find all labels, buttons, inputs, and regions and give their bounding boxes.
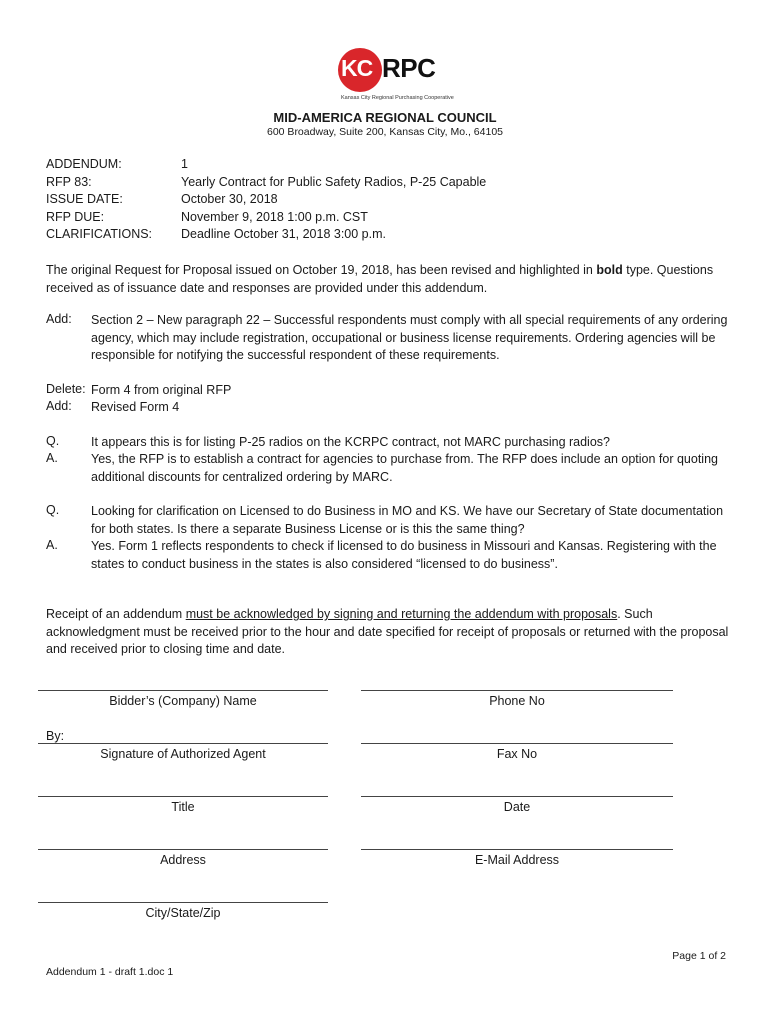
question-text: Looking for clarification on Licensed to do Business in MO and KS. We have our Secretary of State documentation for both states. Is there a separate Business License or is this the same thing? [91,504,724,536]
page-number: Page 1 of 2 [672,950,726,962]
add-form-text: Revised Form 4 [91,400,180,414]
signature-label: Signature of Authorized Agent [100,747,266,761]
kcrpc-logo [338,48,454,106]
answer-label: A. [46,538,58,552]
add-form-label: Add: [46,399,72,413]
issue-date-value: October 30, 2018 [181,192,278,206]
logo-text: RPC [382,53,436,83]
page-title: MID-AMERICA REGIONAL COUNCIL [273,110,497,125]
intro-paragraph: The original Request for Proposal issued on October 19, 2018, has been revised and highlighted in bold type. Questions received as of issuance date and responses are provided under this addendum. [46,263,714,295]
question-label: Q. [46,434,60,448]
rfp-label: RFP 83: [46,175,92,189]
addendum-value: 1 [181,157,188,171]
add-label: Add: [46,312,72,326]
receipt-paragraph: Receipt of an addendum must be acknowledged by signing and returning the addendum with proposals. Such acknowledgment must be received prior to the hour and date specified for receipt of proposals or returned with the proposal and received prior to closing time and date. [46,607,729,656]
logo-circle: KC [338,48,382,92]
address-line[interactable] [38,849,328,850]
fax-label: Fax No [496,747,538,761]
issue-date-label: ISSUE DATE: [46,192,123,206]
phone-label: Phone No [489,694,545,708]
answer-label: A. [46,451,58,465]
answer-text: Yes. Form 1 reflects respondents to check if licensed to do business in Missouri and Kansas. Registering with the states to conduct business in the states is also considered “licensed to do business”. [91,539,717,571]
question-text: It appears this is for listing P-25 radios on the KCRPC contract, not MARC purchasing radios? [91,435,610,449]
logo-subtitle: Kansas City Regional Purchasing Cooperative [341,95,454,101]
signature-line[interactable] [38,743,328,744]
date-label: Date [503,800,531,814]
phone-line[interactable] [361,690,673,691]
answer-text: Yes, the RFP is to establish a contract for agencies to purchase from. The RFP does include an option for quoting additional discounts for centralized ordering by MARC. [91,452,718,484]
delete-label: Delete: [46,382,86,396]
email-label: E-Mail Address [474,853,560,867]
delete-text: Form 4 from original RFP [91,383,232,397]
organization-address: 600 Broadway, Suite 200, Kansas City, Mo., 64105 [267,126,503,138]
bidder-name-line[interactable] [38,690,328,691]
title-label: Title [171,800,195,814]
rfp-value: Yearly Contract for Public Safety Radios, P-25 Capable [181,175,487,189]
date-line[interactable] [361,796,673,797]
address-label: Address [160,853,206,867]
city-state-zip-line[interactable] [38,902,328,903]
clarifications-label: CLARIFICATIONS: [46,227,153,241]
title-line[interactable] [38,796,328,797]
city-state-zip-label: City/State/Zip [145,906,221,920]
document-filename: Addendum 1 - draft 1.doc 1 [46,966,174,978]
add-text: Section 2 – New paragraph 22 – Successful respondents must comply with all special requirements of any ordering agency, which may include registration, occupational or business license requirements. Ordering agencies will be responsible for notifying the successful respondent of these requirements. [91,313,728,362]
by-label: By: [46,729,65,743]
bidder-name-label: Bidder’s (Company) Name [109,694,257,708]
addendum-label: ADDENDUM: [46,157,122,171]
rfp-due-label: RFP DUE: [46,210,105,224]
fax-line[interactable] [361,743,673,744]
email-line[interactable] [361,849,673,850]
clarifications-value: Deadline October 31, 2018 3:00 p.m. [181,227,386,241]
rfp-due-value: November 9, 2018 1:00 p.m. CST [181,210,368,224]
question-label: Q. [46,503,60,517]
